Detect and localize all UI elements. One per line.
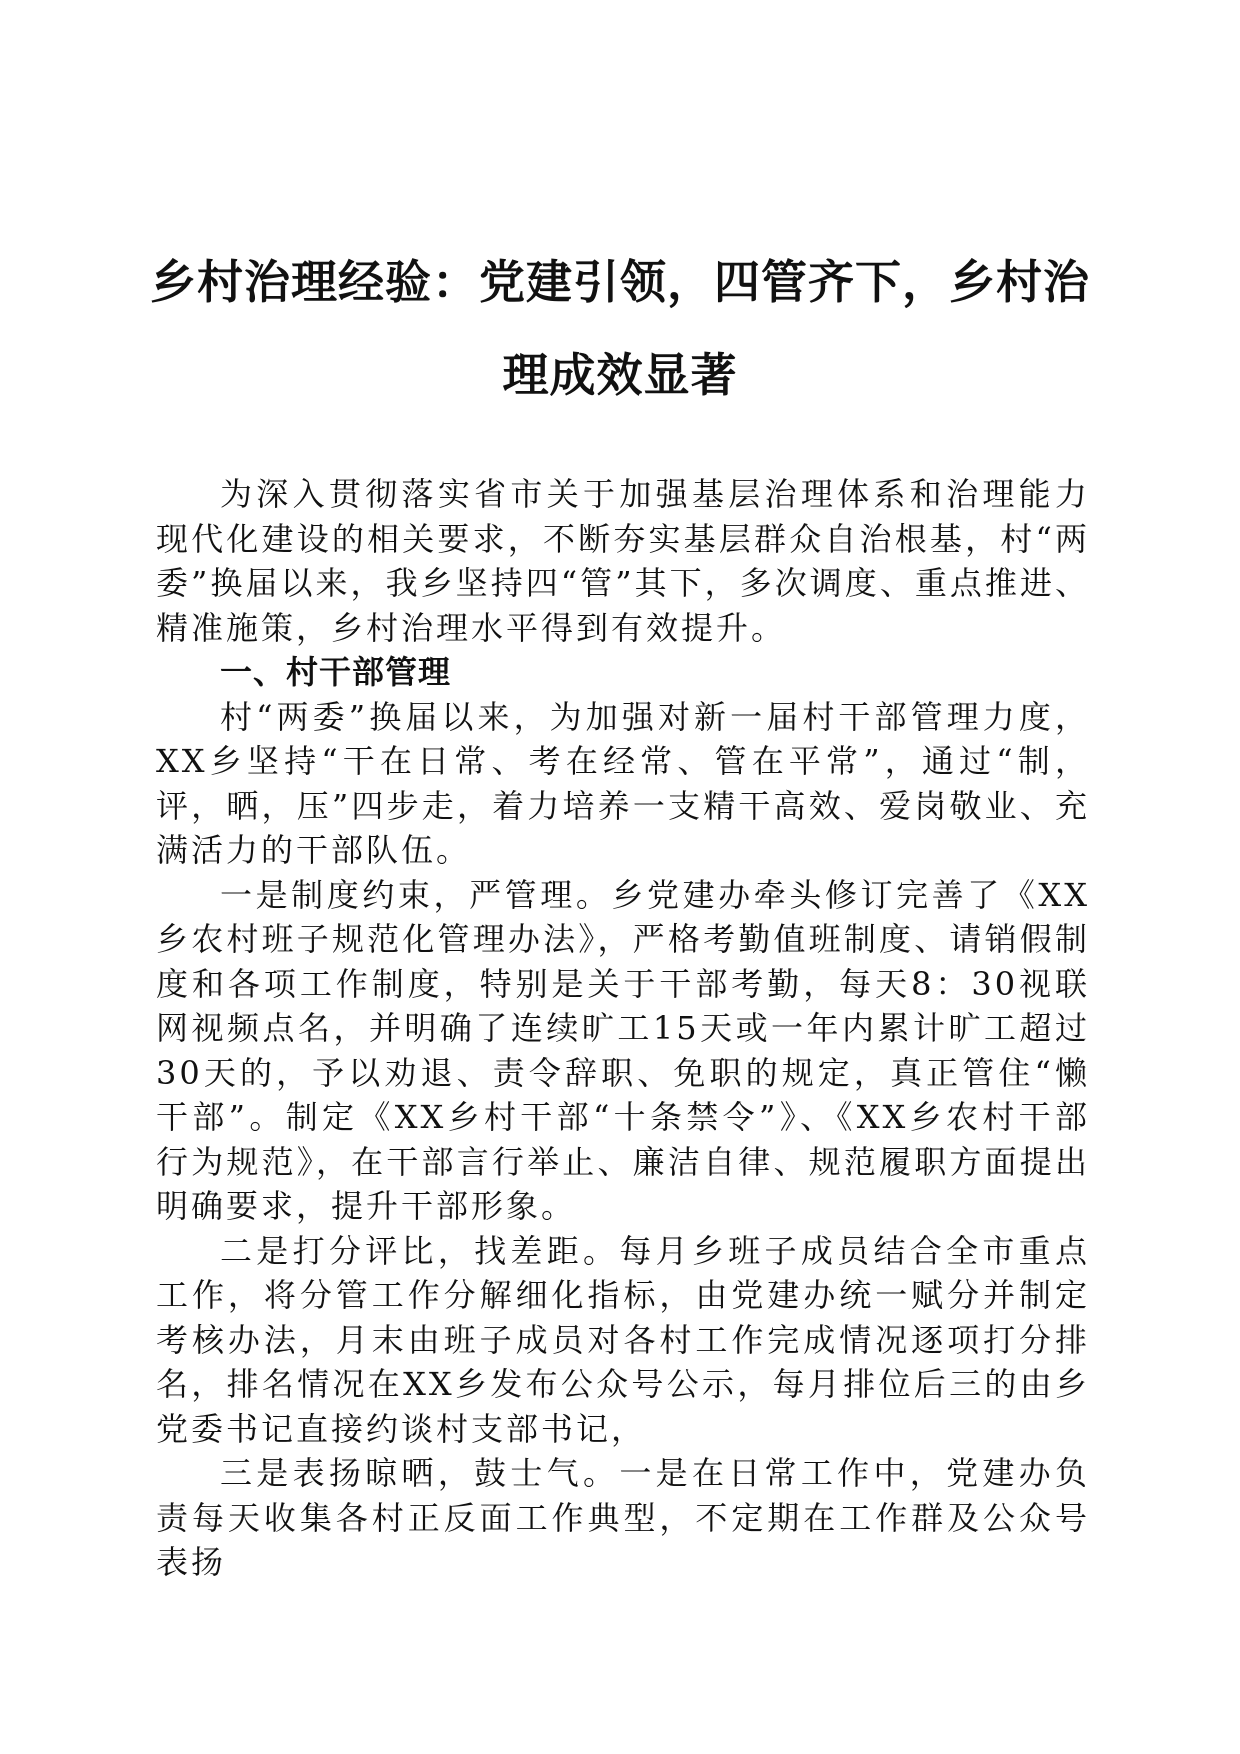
body-paragraph: 一是制度约束，严管理。乡党建办牵头修订完善了《XX乡农村班子规范化管理办法》，严格考勤值班制度、请销假制度和各项工作制度，特别是关于干部考勤，每天8：30视联网视频点名，并明确了连续旷工15天或一年内累计旷工超过30天的，予以劝退、责令辞职、免职的规定，真正管住“懒干部”。制定《XX乡村干部“十条禁令”》、《XX乡农村干部行为规范》，在干部言行举止、廉洁自律、规范履职方面提出明确要求，提升干部形象。 <box>156 875 1090 1225</box>
document-body <box>156 472 1090 1585</box>
body-paragraph: 村“两委”换届以来，为加强对新一届村干部管理力度，XX乡坚持“干在日常、考在经常、管在平常”，通过“制，评，晒，压”四步走，着力培养一支精干高效、爱岗敬业、充满活力的干部队伍。 <box>156 697 1090 869</box>
body-paragraph: 二是打分评比，找差距。每月乡班子成员结合全市重点工作，将分管工作分解细化指标，由党建办统一赋分并制定考核办法，月末由班子成员对各村工作完成情况逐项打分排名，排名情况在XX乡发布公众号公示，每月排位后三的由乡党委书记直接约谈村支部书记， <box>156 1231 1090 1448</box>
intro-paragraph: 为深入贯彻落实省市关于加强基层治理体系和治理能力现代化建设的相关要求，不断夯实基层群众自治根基，村“两委”换届以来，我乡坚持四“管”其下，多次调度、重点推进、精准施策，乡村治理水平得到有效提升。 <box>156 475 1090 647</box>
section-heading: 一、村干部管理 <box>220 653 452 691</box>
body-paragraph: 三是表扬晾晒，鼓士气。一是在日常工作中，党建办负责每天收集各村正反面工作典型，不定期在工作群及公众号表扬 <box>156 1454 1090 1581</box>
document-title: 乡村治理经验：党建引领，四管齐下，乡村治理成效显著 <box>150 255 1090 402</box>
